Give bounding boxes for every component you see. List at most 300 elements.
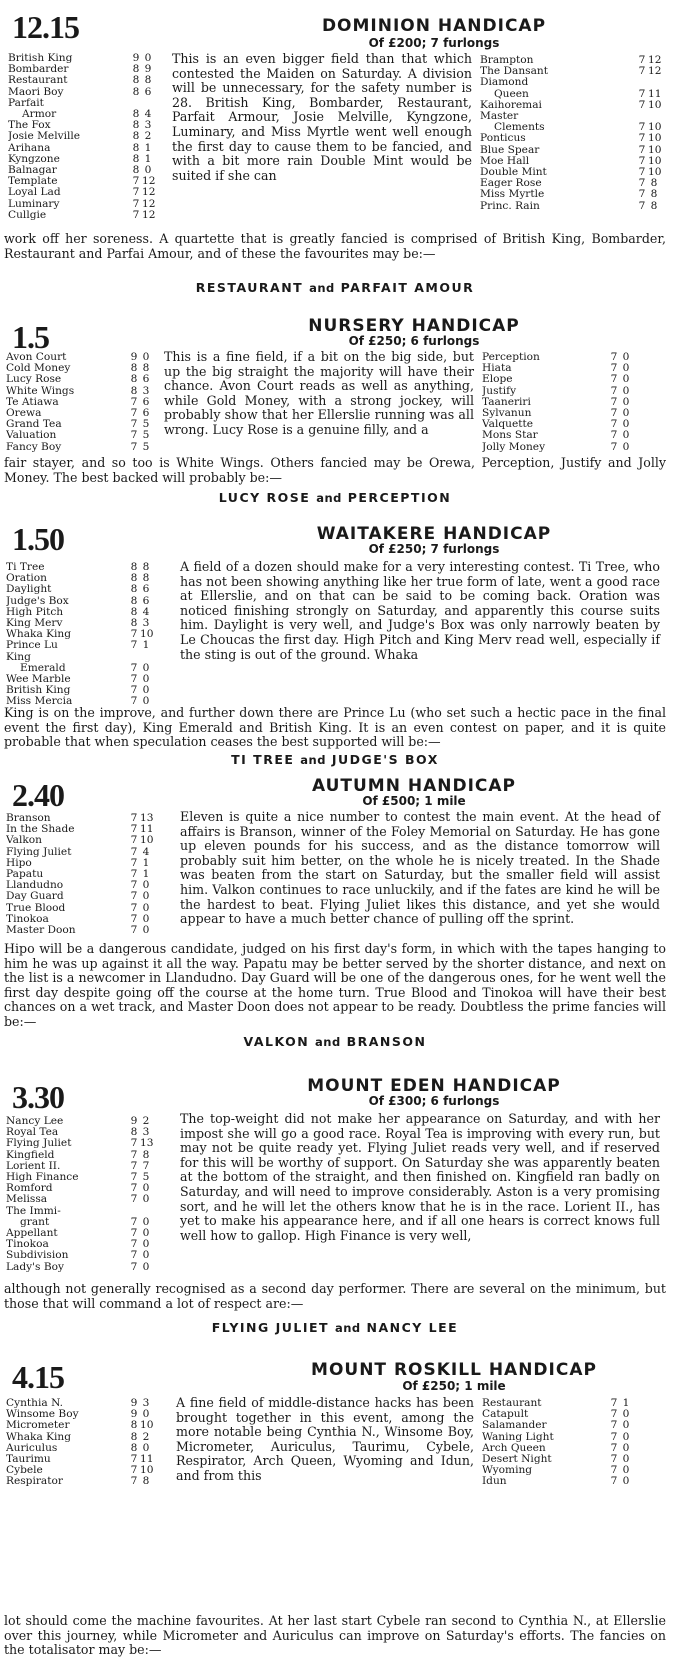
entry-name: Whaka King [6, 629, 72, 641]
entry-age: 7 [610, 395, 618, 408]
entry-row [480, 189, 660, 200]
race-preview-column: This is a fine field, if a bit on the big side, but up the big straight the majority will have their chance. Avon Court reads as well as anything, while Gold Money, with a strong jockey, will probably show that her Ellerslie running was all wrong. Lucy Rose is a genuine filly, and a [164, 349, 474, 437]
race-title: AUTUMN HANDICAP [311, 776, 517, 796]
entry-age: 7 [638, 143, 646, 156]
entry-age: 7 [130, 1475, 138, 1488]
entry-row [480, 156, 660, 167]
entry-weight: 0 [622, 429, 630, 442]
pick-first: VALKON [243, 1034, 310, 1049]
entry-row [6, 835, 152, 846]
pick-first: RESTAURANT [195, 280, 304, 295]
entries-right [480, 55, 660, 212]
entry-row [480, 145, 660, 156]
entry-age: 7 [130, 395, 138, 408]
entry-weight: 5 [142, 440, 150, 453]
entry-row [480, 122, 660, 133]
entry-weight: 6 [142, 395, 150, 408]
pick-second: PARFAIT AMOUR [340, 280, 475, 295]
entry-name: Daylight [6, 584, 52, 596]
entry-age: 7 [132, 197, 140, 210]
entry-name: Nancy Lee [6, 1116, 64, 1127]
entry-age: 7 [130, 695, 138, 708]
entry-weight: 0 [622, 1464, 630, 1477]
entry-age: 7 [610, 1475, 618, 1488]
entry-weight: 4 [142, 605, 150, 618]
race-section [4, 310, 666, 520]
entry-age: 7 [130, 812, 138, 824]
race-pick [4, 1320, 666, 1335]
entry-age: 7 [610, 418, 618, 431]
entry-age: 7 [638, 166, 646, 179]
entry-age: 7 [130, 1260, 138, 1273]
entry-age: 7 [610, 373, 618, 386]
entry-age [636, 77, 648, 88]
entries-left [6, 562, 152, 708]
entry-name: Valquette [482, 419, 534, 431]
race-preview-column: A field of a dozen should make for a very interesting contest. Ti Tree, who has not been showing anything like her true form of late, went a good race at Ellerslie, and on that can be said to be coming back. Oration was noticed finishing strongly on Saturday, and apparently this course suits him. Daylight is very well, and Judge's Box was only narrowly beaten by Le Choucas the first day. High Pitch and King Merv read well, especially if the sting is out of the ground. Whaka [180, 559, 660, 662]
entry-weight: 0 [142, 1182, 150, 1195]
entry-name: Balnagar [8, 165, 57, 177]
entry-age: 7 [130, 901, 138, 914]
entry-weight: 0 [622, 418, 630, 431]
entry-weight: 10 [140, 834, 154, 847]
race-time: 1.5 [12, 319, 49, 355]
entry-age: 7 [130, 1159, 138, 1172]
entry-age: 7 [130, 1148, 138, 1161]
entry-weight: 0 [142, 879, 150, 892]
entry-row [6, 1476, 152, 1487]
entry-name: Auriculus [6, 1442, 58, 1454]
entry-row [8, 210, 154, 221]
entry-weight: 8 [142, 572, 150, 585]
race-section [4, 770, 666, 1070]
race-preview-column: Eleven is quite a nice number to contest the main event. At the head of affairs is Branson, winner of the Foley Memorial on Saturday. He has gone up eleven pounds for his success, and as the distance tomorrow will probably suit him better, on the whole he is nicely treated. In the Shade was beaten from the start on Saturday, but the smaller field will assist him. Valkon continues to race unluckily, and if the fates are kind he will be the hardest to beat. Flying Juliet likes this distance, and yet she would appear to have a much better chance of pulling off the sprint. [180, 809, 660, 927]
entry-name: Tinokoa [6, 1239, 49, 1251]
entry-age: 7 [638, 65, 646, 78]
entry-row [6, 430, 152, 441]
entry-age: 7 [638, 87, 646, 100]
entry-weight: 1 [622, 1397, 630, 1409]
entry-age: 8 [130, 362, 138, 375]
entry-name: Day Guard [6, 891, 64, 903]
race-preview-column: The top-weight did not make her appearance on Saturday, and with her impost she will go a good race. Royal Tea is improving with every run, but may not be quite ready yet. Flying Juliet reads very well, and if reserved for this will be worthy of support. On Saturday she was apparently beaten at the bottom of the straight, and then finished on. Kingfield ran badly on Saturday, and will need to improve considerably. Aston is a very promising sort, and he will let the others know that he is in the race. Lorient II., has yet to make his appearance here, and if all one hears is correct knows full well how to gallop. High Finance is very well, [180, 1111, 660, 1243]
entry-age: 7 [130, 890, 138, 903]
entry-age: 7 [130, 924, 138, 937]
entry-name: Maori Boy [8, 86, 64, 98]
pick-second: NANCY LEE [366, 1320, 459, 1335]
entry-weight: 12 [648, 65, 662, 78]
entry-name: Kaihoremai [480, 99, 542, 111]
entry-name: High Finance [6, 1172, 79, 1184]
entry-row [480, 100, 660, 111]
entry-weight: 2 [142, 1430, 150, 1443]
entry-weight: 5 [142, 429, 150, 442]
entry-weight: 0 [622, 1453, 630, 1466]
entry-row [480, 167, 660, 178]
entry-row [482, 408, 632, 419]
entry-row [6, 1194, 152, 1205]
entry-name: Moe Hall [480, 155, 530, 167]
pick-second: BRANSON [346, 1034, 427, 1049]
entry-name: Micrometer [6, 1420, 70, 1432]
entry-row [6, 1420, 152, 1431]
entry-row [482, 419, 632, 430]
entry-name: Miss Myrtle [480, 189, 545, 201]
entry-name: Grand Tea [6, 419, 62, 431]
entry-row [480, 89, 660, 100]
entry-name: The Fox [8, 120, 51, 132]
entry-weight: 1 [142, 856, 150, 869]
entry-name: King [6, 651, 31, 663]
race-pick [4, 280, 666, 295]
entry-weight: 13 [140, 1137, 154, 1150]
race-preview-text: lot should come the machine favourites. At her last start Cybele ran second to Cynthia N., at Ellerslie over this journey, while Micrometer and Auriculus can improve on Saturday's efforts. The fancies on the totalisator may be:— [4, 1613, 666, 1658]
entry-name: Eager Rose [480, 178, 542, 190]
entry-age: 7 [130, 912, 138, 925]
entry-row [482, 430, 632, 441]
entry-weight: 8 [650, 188, 658, 201]
entry-age: 9 [130, 1397, 138, 1409]
entry-age: 7 [638, 177, 646, 190]
entry-weight: 6 [142, 373, 150, 386]
entry-age: 7 [130, 823, 138, 836]
race-subtitle: Of £250; 7 furlongs [368, 542, 500, 556]
entry-weight: 3 [142, 1397, 150, 1409]
race-title: WAITAKERE HANDICAP [316, 524, 552, 544]
race-subtitle: Of £300; 6 furlongs [368, 1094, 500, 1108]
entry-age: 7 [130, 845, 138, 858]
entry-age: 8 [130, 594, 138, 607]
entry-age: 7 [132, 186, 140, 199]
entry-age: 8 [132, 141, 140, 154]
entry-age: 8 [132, 108, 140, 121]
entry-weight: 10 [140, 628, 154, 641]
entry-age: 7 [130, 1453, 138, 1466]
entries-left [6, 1116, 152, 1273]
race-time: 4.15 [12, 1359, 64, 1395]
entry-age: 7 [610, 1397, 618, 1409]
entry-age: 8 [130, 605, 138, 618]
entry-weight: 8 [142, 561, 150, 573]
race-section [4, 0, 666, 310]
entry-age: 7 [610, 1441, 618, 1454]
entry-weight: 3 [142, 617, 150, 630]
entry-age: 7 [638, 199, 646, 212]
entry-weight: 8 [142, 1475, 150, 1488]
entry-age: 8 [132, 130, 140, 143]
entry-name: Loyal Lad [8, 187, 61, 199]
entry-name: Idun [482, 1476, 507, 1488]
entry-name: Master [480, 111, 519, 123]
entry-name: Appellant [6, 1228, 58, 1240]
entry-name: Ti Tree [6, 562, 45, 573]
entry-name: Judge's Box [6, 595, 69, 607]
entry-name: Fancy Boy [6, 441, 62, 453]
entry-row [8, 75, 154, 86]
entry-age: 7 [130, 1227, 138, 1240]
entry-name: grant [20, 1216, 50, 1228]
entry-weight: 12 [142, 197, 156, 210]
entry-weight: 0 [142, 661, 150, 674]
entry-age: 7 [130, 429, 138, 442]
entry-weight: 0 [622, 373, 630, 386]
entries-right [482, 352, 632, 453]
entry-age: 7 [638, 98, 646, 111]
entry-name: Avon Court [6, 352, 67, 363]
entry-name: Wyoming [482, 1465, 533, 1477]
entry-row [6, 442, 152, 453]
entry-weight: 12 [142, 208, 156, 221]
entry-weight: 0 [144, 164, 152, 177]
pick-and: and [300, 753, 326, 767]
entry-name: Flying Juliet [6, 1138, 72, 1150]
entry-age: 7 [610, 1464, 618, 1477]
entry-age: 9 [130, 1408, 138, 1421]
entry-name: Lady's Boy [6, 1261, 64, 1273]
entry-weight: 12 [648, 54, 662, 66]
entry-name: Brampton [480, 55, 534, 66]
entry-weight: 11 [648, 87, 662, 100]
entry-weight: 10 [140, 1419, 154, 1432]
entry-name: Valkon [6, 835, 43, 847]
entry-age: 8 [130, 1419, 138, 1432]
entry-row [6, 374, 152, 385]
entry-weight: 0 [622, 1441, 630, 1454]
entry-weight: 9 [144, 63, 152, 76]
entry-age: 7 [610, 351, 618, 363]
entry-name: Cynthia N. [6, 1398, 64, 1409]
entry-age: 7 [610, 1430, 618, 1443]
pick-first: FLYING JULIET [211, 1320, 330, 1335]
entry-row [6, 1250, 152, 1261]
entry-age: 8 [130, 384, 138, 397]
race-title: MOUNT EDEN HANDICAP [307, 1076, 561, 1096]
entry-row [6, 891, 152, 902]
entry-row [8, 131, 154, 142]
entry-age: 7 [130, 1238, 138, 1251]
race-subtitle: Of £200; 7 furlongs [368, 36, 500, 50]
entry-name: Jolly Money [482, 441, 546, 453]
entry-weight: 0 [622, 395, 630, 408]
entry-name: Arch Queen [482, 1442, 546, 1454]
entry-age: 7 [130, 1464, 138, 1477]
entry-weight: 8 [142, 1148, 150, 1161]
entries-left [6, 352, 152, 453]
entry-name: Cybele [6, 1465, 43, 1477]
entry-age: 8 [130, 617, 138, 630]
entry-name: Perception [482, 352, 540, 363]
entry-name: Taurimu [6, 1454, 51, 1466]
entry-name: Melissa [6, 1194, 48, 1206]
race-preview-text: work off her soreness. A quartette that is greatly fancied is comprised of British King, Bombarder, Restaurant and Parfai Amour, and of these the favourites may be:— [4, 231, 666, 261]
entry-weight: 0 [142, 1408, 150, 1421]
race-time: 1.50 [12, 521, 64, 557]
entry-age: 7 [130, 834, 138, 847]
entry-name: Bombarder [8, 64, 69, 76]
entry-age: 7 [132, 208, 140, 221]
entry-weight: 3 [144, 119, 152, 132]
entry-name: Master Doon [6, 925, 76, 937]
entry-name: Branson [6, 813, 51, 824]
entry-name: Cold Money [6, 363, 71, 375]
entry-name: Armor [22, 109, 57, 121]
entry-age: 7 [130, 661, 138, 674]
entry-name: Arihana [8, 142, 51, 154]
entry-row [6, 1138, 152, 1149]
entry-age: 9 [130, 351, 138, 363]
entry-age: 7 [130, 407, 138, 420]
entry-age: 7 [610, 1419, 618, 1432]
entry-age: 7 [610, 407, 618, 420]
entry-weight: 3 [142, 384, 150, 397]
entry-row [480, 66, 660, 77]
entry-row [482, 1420, 632, 1431]
entry-name: Queen [494, 88, 529, 100]
entry-age: 7 [638, 121, 646, 134]
pick-and: and [316, 491, 342, 505]
entry-name: Luminary [8, 198, 60, 210]
entry-name: Desert Night [482, 1454, 552, 1466]
entry-name: Restaurant [482, 1398, 542, 1409]
entry-name: Waning Light [482, 1431, 554, 1443]
entry-age: 8 [132, 85, 140, 98]
entry-name: Hipo [6, 857, 32, 869]
entry-row [482, 1432, 632, 1443]
entry-row [480, 111, 660, 122]
entry-name: Subdivision [6, 1250, 69, 1262]
entry-weight: 6 [144, 85, 152, 98]
entry-age: 7 [610, 1453, 618, 1466]
entry-age: 7 [610, 429, 618, 442]
entry-name: Clements [494, 122, 545, 134]
entry-name: High Pitch [6, 606, 64, 618]
entry-name: Valuation [6, 430, 57, 442]
entry-name: Lucy Rose [6, 374, 62, 386]
entry-row [8, 87, 154, 98]
entry-weight: 5 [142, 1171, 150, 1184]
entry-row [482, 1409, 632, 1420]
entry-name: Whaka King [6, 1431, 72, 1443]
entry-weight: 0 [142, 351, 150, 363]
entry-age: 8 [130, 572, 138, 585]
entry-weight: 13 [140, 812, 154, 824]
entry-row [8, 187, 154, 198]
race-pick [4, 1034, 666, 1049]
entry-row [482, 363, 632, 374]
race-preview-text: fair stayer, and so too is White Wings. Others fancied may be Orewa, Perception, Justify and Jolly Money. The best backed will probably be:— [4, 455, 666, 485]
entry-row [482, 1476, 632, 1487]
entry-weight: 0 [622, 1419, 630, 1432]
race-section [4, 520, 666, 770]
entry-weight: 7 [142, 1159, 150, 1172]
entries-left [6, 1398, 152, 1488]
entry-name: Kingfield [6, 1149, 55, 1161]
race-preview-column: A fine field of middle-distance hacks has been brought together in this event, among the more notable being Cynthia N., Winsome Boy, Micrometer, Auriculus, Taurimu, Cybele, Respirator, Arch Queen, Wyoming and Idun, and from this [176, 1395, 474, 1483]
entry-weight: 10 [648, 132, 662, 145]
entry-weight: 1 [144, 152, 152, 165]
entry-name: Papatu [6, 869, 44, 881]
entry-age: 7 [130, 856, 138, 869]
entry-age: 7 [638, 188, 646, 201]
entry-name: Mons Star [482, 430, 538, 442]
entry-name: Respirator [6, 1476, 63, 1488]
entry-name: Restaurant [8, 75, 68, 87]
entry-row [480, 178, 660, 189]
entry-age: 7 [130, 868, 138, 881]
entry-age: 8 [132, 63, 140, 76]
entry-weight: 0 [142, 912, 150, 925]
entry-age: 7 [130, 1182, 138, 1195]
entry-row [6, 584, 152, 595]
entry-age: 7 [130, 1171, 138, 1184]
entry-name: Template [8, 176, 58, 188]
entry-weight: 0 [622, 1408, 630, 1421]
entry-weight: 0 [622, 440, 630, 453]
race-time: 2.40 [12, 777, 64, 813]
entry-row [6, 640, 152, 651]
entry-row [482, 1443, 632, 1454]
entry-age: 8 [130, 1430, 138, 1443]
entry-name: Miss Mercia [6, 696, 73, 708]
race-time: 3.30 [12, 1079, 64, 1115]
entry-weight: 6 [142, 583, 150, 596]
entry-weight: 10 [648, 166, 662, 179]
entry-age: 8 [132, 74, 140, 87]
entry-weight: 0 [142, 1193, 150, 1206]
entry-age: 7 [638, 154, 646, 167]
entry-age: 7 [130, 418, 138, 431]
entry-weight: 10 [648, 98, 662, 111]
entry-weight: 8 [650, 199, 658, 212]
entry-name: Te Atiawa [6, 396, 59, 408]
entry-weight: 0 [142, 695, 150, 708]
race-preview-text: Hipo will be a dangerous candidate, judged on his first day's form, in which with the tapes hanging to him he was up against it all the way. Papatu may be better served by the shorter distance, and next on the list is a newcomer in Llandudno. Day Guard will be one of the dangerous ones, for he went well the first day despite going off the course at the home turn. True Blood and Tinokoa will have their best chances on a wet track, and Master Doon does not appear to be ready. Doubtless the prime fancies will be:— [4, 941, 666, 1029]
entry-row [482, 442, 632, 453]
entry-name: Double Mint [480, 167, 547, 179]
entry-name: Cullgie [8, 209, 47, 221]
entry-age: 8 [132, 119, 140, 132]
entry-row [480, 133, 660, 144]
entry-weight: 4 [144, 108, 152, 121]
entry-age: 7 [130, 1193, 138, 1206]
pick-and: and [334, 1321, 361, 1335]
entry-name: Sylvanun [482, 408, 532, 420]
entry-age: 7 [130, 1215, 138, 1228]
pick-and: and [315, 1035, 341, 1049]
entry-name: Emerald [20, 662, 66, 674]
entry-name: Catapult [482, 1409, 529, 1421]
entry-weight: 0 [622, 407, 630, 420]
entry-weight: 0 [142, 890, 150, 903]
entry-weight: 0 [142, 924, 150, 937]
race-section [4, 1350, 666, 1669]
entry-name: Romford [6, 1183, 53, 1195]
entry-age: 7 [130, 684, 138, 697]
entry-name: Kyngzone [8, 153, 60, 165]
entry-row [482, 1454, 632, 1465]
race-title: NURSERY HANDICAP [308, 316, 520, 336]
entry-age: 8 [130, 373, 138, 386]
entry-name: Taaneriri [482, 396, 531, 408]
entry-weight: 0 [142, 673, 150, 686]
entry-age: 7 [610, 1408, 618, 1421]
entry-name: Orewa [6, 408, 42, 420]
entry-weight: 1 [144, 141, 152, 154]
entry-name: Royal Tea [6, 1127, 59, 1139]
entries-right [482, 1398, 632, 1488]
entry-name: Oration [6, 573, 47, 585]
entry-name: Princ. Rain [480, 200, 540, 212]
